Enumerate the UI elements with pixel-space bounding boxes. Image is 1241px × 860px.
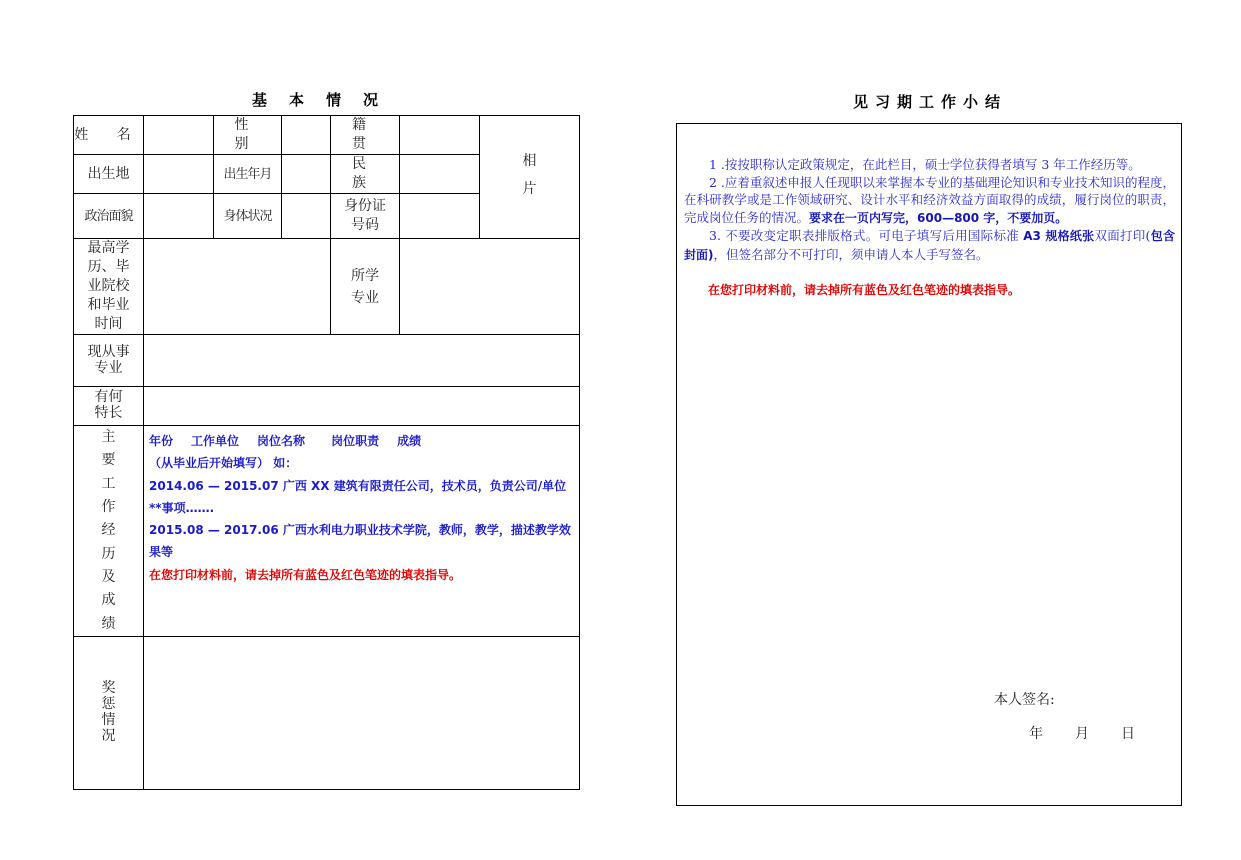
birthplace-field[interactable]: [144, 155, 214, 194]
note-1: 1 .按按职称认定政策规定，在此栏目，硕士学位获得者填写 3 年工作经历等。: [709, 157, 1141, 172]
date-month: 月: [1075, 726, 1089, 742]
health-label: 身体状况: [214, 194, 282, 239]
work-headers: 年份 工作单位 岗位名称 岗位职责 成绩: [149, 434, 422, 448]
current-major-label: 现从事专业: [74, 335, 144, 387]
ethnicity-field[interactable]: [400, 155, 480, 194]
note-3: 3. 不要改变定职表排版格式。可电子填写后用国际标准 A3 规格纸张双面打印(包含封面)，但签名部分不可打印，须申请人本人手写签名。: [684, 228, 1175, 262]
specialty-field[interactable]: [144, 387, 580, 426]
native-place-label: 籍 贯: [331, 116, 400, 155]
education-field[interactable]: [144, 239, 331, 335]
id-label: 身份证号码: [331, 194, 400, 239]
health-field[interactable]: [282, 194, 331, 239]
note-2: 2 .应着重叙述申报人任现职以来掌握本专业的基础理论知识和专业技术知识的程度，在科研教学或是工作领域研究、设计水平和经济效益方面取得的成绩，履行岗位的职责，完成岗位任务的情况。要求在一页内写完，600—800 字，不要加页。: [684, 174, 1175, 225]
name-label: 姓 名: [74, 116, 144, 155]
awards-label: 奖惩情况: [74, 637, 144, 790]
native-place-field[interactable]: [400, 116, 480, 155]
work-example-2: 2015.08 — 2017.06 广西水利电力职业技术学院，教师，教学，描述教学效果等: [149, 523, 571, 560]
work-summary-box[interactable]: [676, 123, 1182, 806]
work-summary-title: 见习期工作小结: [852, 93, 1007, 111]
major-field[interactable]: [400, 239, 580, 335]
gender-label: 性 别: [214, 116, 282, 155]
education-label: 最高学历、毕业院校和毕业时间: [74, 239, 144, 335]
id-field[interactable]: [400, 194, 480, 239]
basic-info-table: [73, 115, 580, 790]
work-hint: （从毕业后开始填写） 如：: [149, 456, 298, 471]
work-example-1: 2014.06 — 2015.07 广西 XX 建筑有限责任公司，技术员，负责公司/单位**事项…….: [149, 478, 567, 515]
current-major-field[interactable]: [144, 335, 580, 387]
work-experience-label: 主要工作经历及成绩: [74, 426, 144, 637]
signature-label: 本人签名:: [994, 692, 1055, 708]
work-experience-field[interactable]: [144, 426, 580, 637]
name-field[interactable]: [144, 116, 214, 155]
guide-notes: [684, 156, 1175, 300]
print-warning-right: 在您打印材料前，请去掉所有蓝色及红色笔迹的填表指导。: [708, 283, 1021, 297]
major-label: 所学专业: [331, 239, 400, 335]
specialty-label: 有何特长: [74, 387, 144, 426]
awards-field[interactable]: [144, 637, 580, 790]
date-day: 日: [1121, 726, 1135, 742]
basic-info-title: 基本情况: [251, 91, 400, 109]
date-year: 年: [1029, 726, 1043, 742]
gender-field[interactable]: [282, 116, 331, 155]
birthdate-label: 出生年月: [214, 155, 282, 194]
signature-date: [1029, 723, 1167, 743]
political-label: 政治面貌: [74, 194, 144, 239]
print-warning: 在您打印材料前，请去掉所有蓝色及红色笔迹的填表指导。: [149, 567, 462, 582]
photo-cell[interactable]: 相 片: [480, 116, 580, 239]
political-field[interactable]: [144, 194, 214, 239]
birthdate-field[interactable]: [282, 155, 331, 194]
birthplace-label: 出生地: [74, 155, 144, 194]
ethnicity-label: 民 族: [331, 155, 400, 194]
